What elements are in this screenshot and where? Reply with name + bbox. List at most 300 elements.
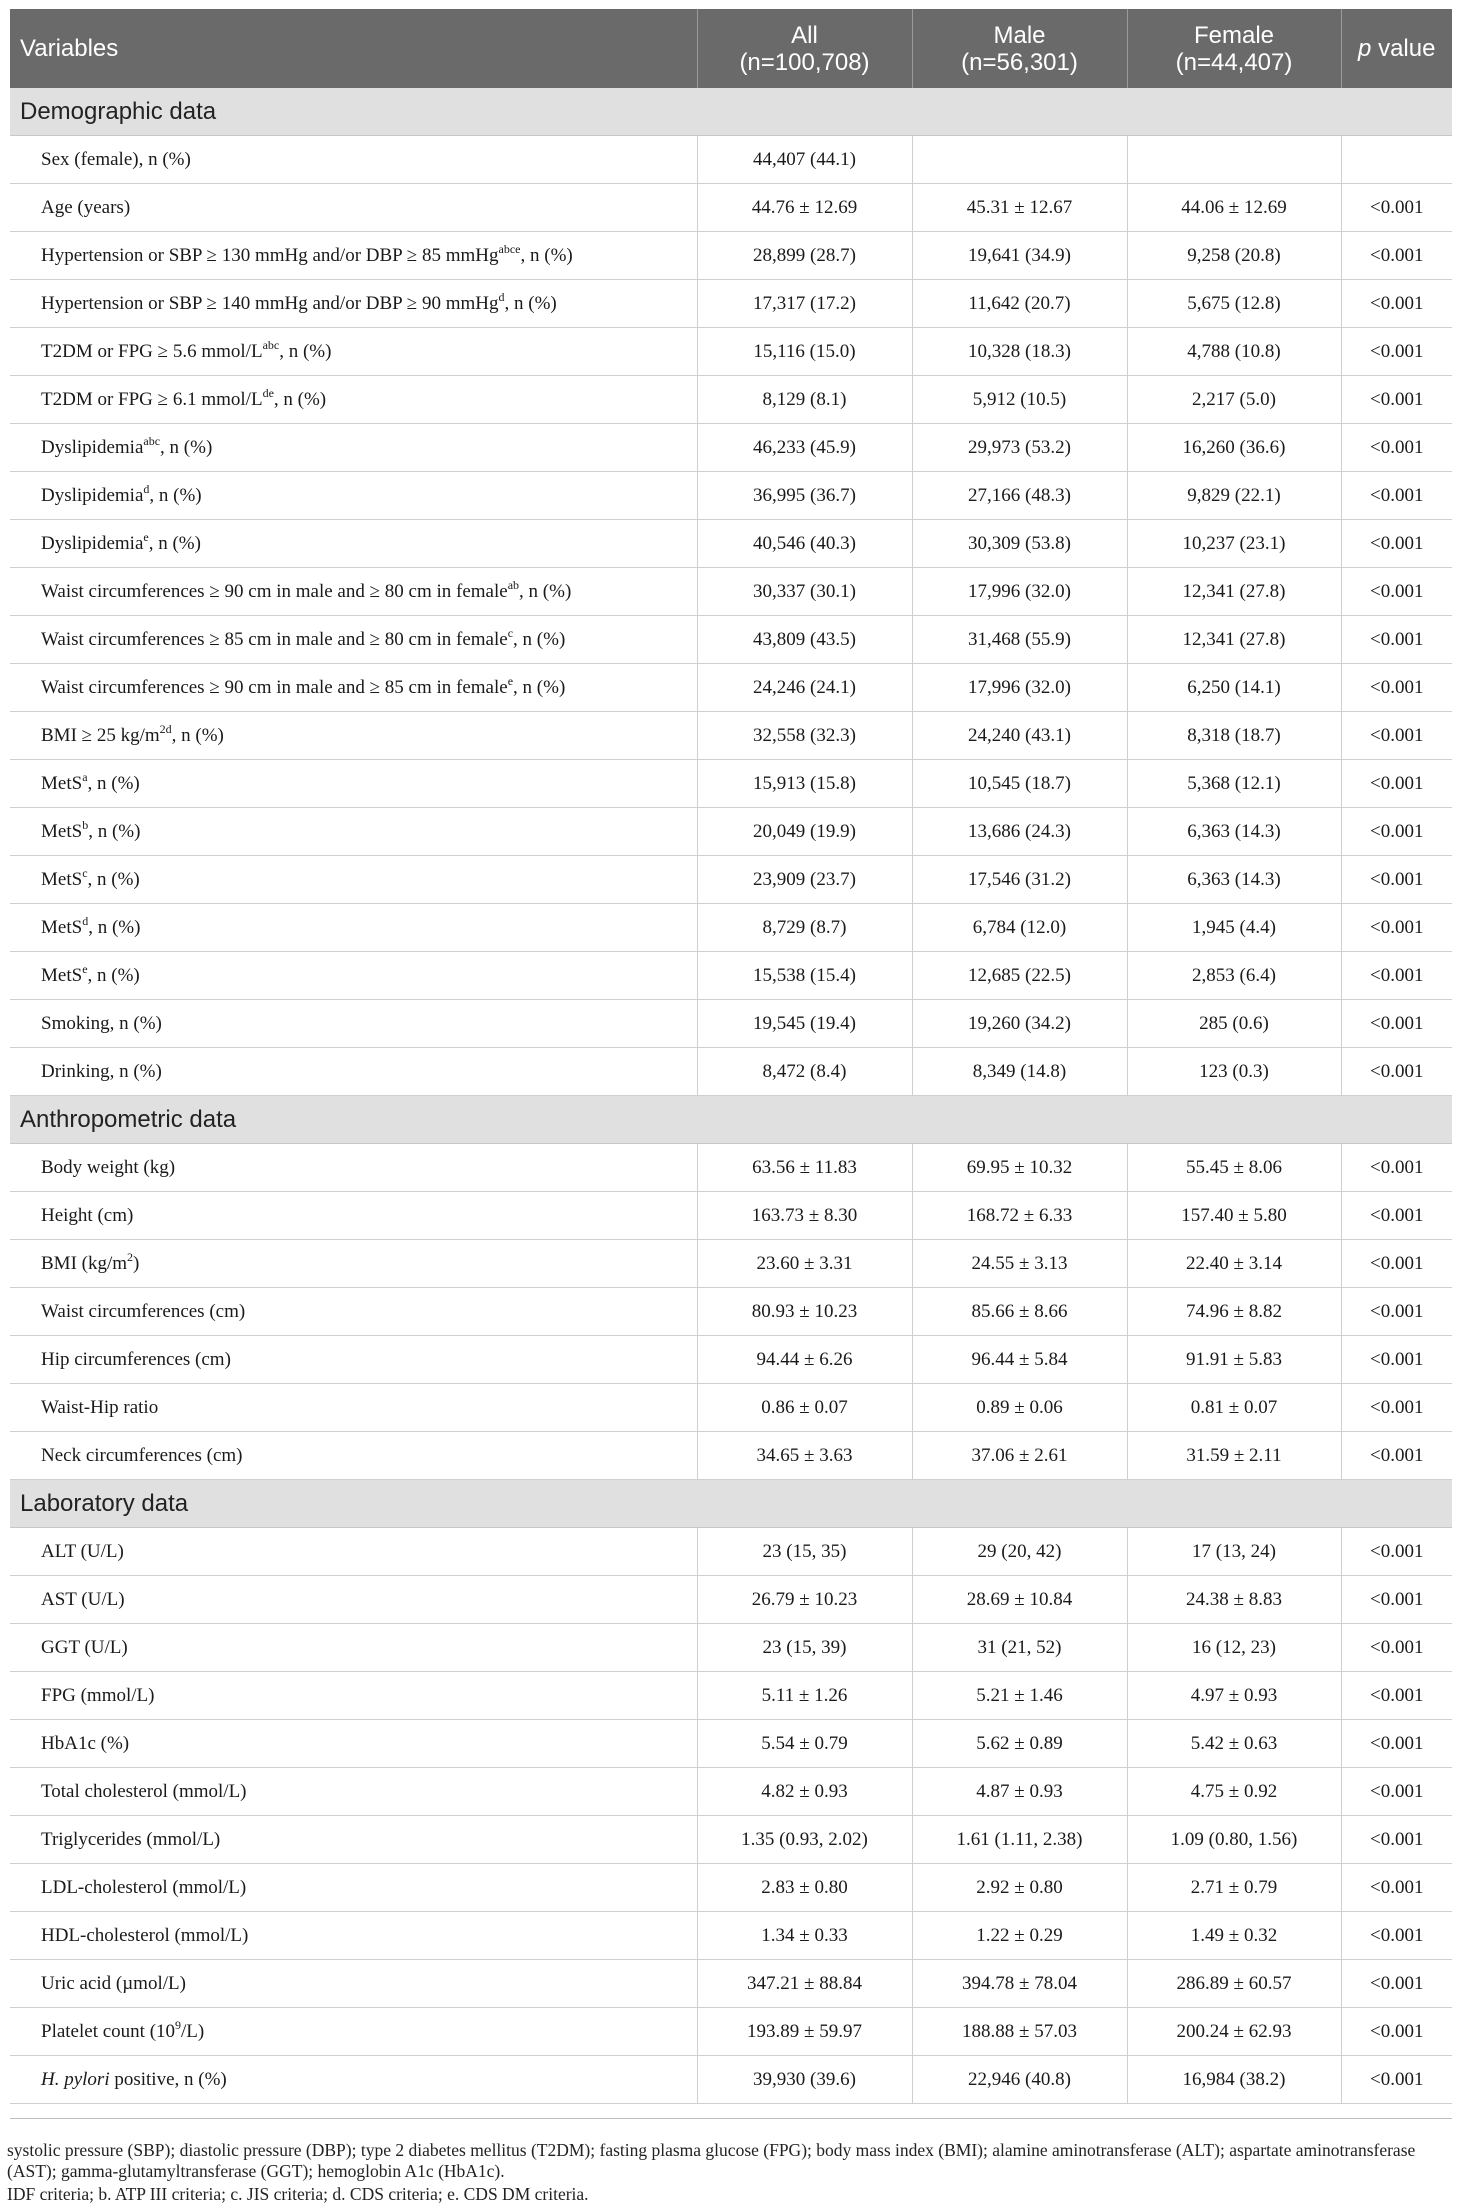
- cell-all: 19,545 (19.4): [697, 1000, 912, 1048]
- cell-all: 26.79 ± 10.23: [697, 1576, 912, 1624]
- cell-all: 23 (15, 35): [697, 1528, 912, 1576]
- cell-p: <0.001: [1341, 856, 1452, 904]
- cell-all: 193.89 ± 59.97: [697, 2008, 912, 2056]
- cell-p: <0.001: [1341, 664, 1452, 712]
- cell-female: 285 (0.6): [1127, 1000, 1341, 1048]
- characteristics-table: [10, 9, 1452, 2104]
- cell-female: 12,341 (27.8): [1127, 616, 1341, 664]
- header-female: [1127, 9, 1341, 88]
- cell-all: 34.65 ± 3.63: [697, 1432, 912, 1480]
- header-all-n: (n=100,708): [739, 48, 870, 76]
- row-label: [10, 1144, 697, 1192]
- label-text: Neck circumferences (cm): [41, 1444, 243, 1466]
- row-label: [10, 1240, 697, 1288]
- cell-male: 22,946 (40.8): [912, 2056, 1127, 2104]
- table-row: [10, 1912, 1452, 1960]
- cell-male: 10,328 (18.3): [912, 328, 1127, 376]
- cell-female: 16 (12, 23): [1127, 1624, 1341, 1672]
- label-text: Total cholesterol (mmol/L): [41, 1780, 247, 1802]
- cell-p: <0.001: [1341, 2008, 1452, 2056]
- header-female-n: (n=44,407): [1175, 48, 1293, 76]
- cell-p: <0.001: [1341, 760, 1452, 808]
- footnote-criteria: IDF criteria; b. ATP III criteria; c. JIS criteria; d. CDS criteria; e. CDS DM criteria.: [7, 2184, 589, 2204]
- label-suffix: , n (%): [160, 436, 213, 458]
- label-superscript: ab: [507, 577, 520, 592]
- row-label: [10, 712, 697, 760]
- label-superscript: c: [507, 625, 514, 640]
- table-row: [10, 664, 1452, 712]
- label-text: ALT (U/L): [41, 1540, 124, 1562]
- cell-male: 37.06 ± 2.61: [912, 1432, 1127, 1480]
- row-label: [10, 856, 697, 904]
- cell-p: <0.001: [1341, 1528, 1452, 1576]
- cell-all: 36,995 (36.7): [697, 472, 912, 520]
- row-label: [10, 1000, 697, 1048]
- label-suffix: , n (%): [519, 580, 572, 602]
- label-suffix: , n (%): [513, 676, 566, 698]
- cell-male: 24,240 (43.1): [912, 712, 1127, 760]
- table-row: [10, 328, 1452, 376]
- cell-p: <0.001: [1341, 1384, 1452, 1432]
- row-label: [10, 376, 697, 424]
- table-row: [10, 1000, 1452, 1048]
- row-label: [10, 232, 697, 280]
- cell-male: 85.66 ± 8.66: [912, 1288, 1127, 1336]
- row-label: [10, 1192, 697, 1240]
- cell-male: 30,309 (53.8): [912, 520, 1127, 568]
- header-all-label: All: [791, 21, 818, 49]
- table-row: [10, 568, 1452, 616]
- section-row: [10, 88, 1452, 136]
- section-row: [10, 1096, 1452, 1144]
- label-text: Body weight (kg): [41, 1156, 176, 1178]
- label-superscript: e: [507, 673, 514, 688]
- row-label: [10, 568, 697, 616]
- cell-male: 29,973 (53.2): [912, 424, 1127, 472]
- label-text: MetS: [41, 868, 83, 890]
- label-text: LDL-cholesterol (mmol/L): [41, 1876, 247, 1898]
- cell-p: <0.001: [1341, 1144, 1452, 1192]
- cell-p: <0.001: [1341, 1000, 1452, 1048]
- header-male: [912, 9, 1127, 88]
- row-label: [10, 136, 697, 184]
- cell-all: 94.44 ± 6.26: [697, 1336, 912, 1384]
- label-text: Dyslipidemia: [41, 484, 144, 506]
- label-italic: H. pylori: [41, 2068, 110, 2090]
- table-row: [10, 376, 1452, 424]
- cell-all: 46,233 (45.9): [697, 424, 912, 472]
- cell-male: 12,685 (22.5): [912, 952, 1127, 1000]
- cell-male: 11,642 (20.7): [912, 280, 1127, 328]
- label-suffix: , n (%): [504, 292, 557, 314]
- cell-p: <0.001: [1341, 376, 1452, 424]
- cell-all: 2.83 ± 0.80: [697, 1864, 912, 1912]
- row-label: [10, 1528, 697, 1576]
- cell-p: <0.001: [1341, 1912, 1452, 1960]
- label-text: MetS: [41, 964, 83, 986]
- table-row: [10, 1336, 1452, 1384]
- table-footnotes: [7, 2140, 1452, 2207]
- label-superscript: 2d: [159, 721, 172, 736]
- table-row: [10, 1144, 1452, 1192]
- label-text: Hypertension or SBP ≥ 130 mmHg and/or DBP ≥ 85 mmHg: [41, 244, 499, 266]
- cell-female: 5,368 (12.1): [1127, 760, 1341, 808]
- cell-p: <0.001: [1341, 1768, 1452, 1816]
- cell-male: 5.21 ± 1.46: [912, 1672, 1127, 1720]
- cell-p: <0.001: [1341, 616, 1452, 664]
- label-text: Hip circumferences (cm): [41, 1348, 231, 1370]
- table-row: [10, 2008, 1452, 2056]
- label-text: MetS: [41, 772, 83, 794]
- label-superscript: abce: [498, 241, 521, 256]
- cell-male: 17,546 (31.2): [912, 856, 1127, 904]
- cell-male: 6,784 (12.0): [912, 904, 1127, 952]
- header-p-value: [1341, 9, 1452, 88]
- footnote-abbreviations: systolic pressure (SBP); diastolic pressure (DBP); type 2 diabetes mellitus (T2DM); fasting plasma glucose (FPG); body mass index (BMI); alamine aminotransferase (ALT); aspartate aminotransferase (AST); gamma-glutamyltransferase (GGT); hemoglobin A1c (HbA1c).: [7, 2140, 1416, 2181]
- label-suffix: positive, n (%): [109, 2068, 227, 2090]
- header-male-label: Male: [993, 21, 1046, 49]
- cell-p: <0.001: [1341, 184, 1452, 232]
- row-label: [10, 1576, 697, 1624]
- label-suffix: , n (%): [513, 628, 566, 650]
- label-superscript: d: [498, 289, 505, 304]
- label-superscript: 9: [175, 2017, 182, 2032]
- cell-p: <0.001: [1341, 1336, 1452, 1384]
- label-text: T2DM or FPG ≥ 5.6 mmol/L: [41, 340, 263, 362]
- label-suffix: , n (%): [520, 244, 573, 266]
- cell-female: 74.96 ± 8.82: [1127, 1288, 1341, 1336]
- cell-all: 23,909 (23.7): [697, 856, 912, 904]
- row-label: [10, 1768, 697, 1816]
- cell-male: 27,166 (48.3): [912, 472, 1127, 520]
- label-suffix: , n (%): [171, 724, 224, 746]
- table-body: [10, 88, 1452, 2104]
- cell-all: 24,246 (24.1): [697, 664, 912, 712]
- cell-female: 91.91 ± 5.83: [1127, 1336, 1341, 1384]
- cell-all: 63.56 ± 11.83: [697, 1144, 912, 1192]
- cell-all: 163.73 ± 8.30: [697, 1192, 912, 1240]
- cell-p: <0.001: [1341, 1672, 1452, 1720]
- label-text: HbA1c (%): [41, 1732, 130, 1754]
- label-superscript: e: [143, 529, 149, 544]
- cell-all: 32,558 (32.3): [697, 712, 912, 760]
- label-suffix: , n (%): [148, 532, 201, 554]
- cell-female: 0.81 ± 0.07: [1127, 1384, 1341, 1432]
- cell-female: 2.71 ± 0.79: [1127, 1864, 1341, 1912]
- cell-p: [1341, 136, 1452, 184]
- header-all: [697, 9, 912, 88]
- label-text: Drinking, n (%): [41, 1060, 162, 1082]
- label-text: FPG (mmol/L): [41, 1684, 155, 1706]
- cell-female: 6,363 (14.3): [1127, 856, 1341, 904]
- label-text: BMI ≥ 25 kg/m: [41, 724, 160, 746]
- cell-all: 15,538 (15.4): [697, 952, 912, 1000]
- table-row: [10, 760, 1452, 808]
- cell-male: 24.55 ± 3.13: [912, 1240, 1127, 1288]
- label-text: Waist circumferences (cm): [41, 1300, 246, 1322]
- row-label: [10, 1048, 697, 1096]
- cell-female: 9,258 (20.8): [1127, 232, 1341, 280]
- row-label: [10, 280, 697, 328]
- cell-p: <0.001: [1341, 1048, 1452, 1096]
- cell-female: 55.45 ± 8.06: [1127, 1144, 1341, 1192]
- cell-female: 24.38 ± 8.83: [1127, 1576, 1341, 1624]
- label-text: MetS: [41, 916, 83, 938]
- cell-p: <0.001: [1341, 1576, 1452, 1624]
- cell-female: 17 (13, 24): [1127, 1528, 1341, 1576]
- table-row: [10, 2056, 1452, 2104]
- table-row: [10, 1528, 1452, 1576]
- label-superscript: de: [262, 385, 274, 400]
- cell-female: 286.89 ± 60.57: [1127, 1960, 1341, 2008]
- cell-p: <0.001: [1341, 1192, 1452, 1240]
- cell-female: 5,675 (12.8): [1127, 280, 1341, 328]
- cell-female: 4.75 ± 0.92: [1127, 1768, 1341, 1816]
- table-row: [10, 424, 1452, 472]
- cell-male: 1.61 (1.11, 2.38): [912, 1816, 1127, 1864]
- cell-all: 5.54 ± 0.79: [697, 1720, 912, 1768]
- table-row: [10, 1576, 1452, 1624]
- cell-male: 69.95 ± 10.32: [912, 1144, 1127, 1192]
- table-row: [10, 904, 1452, 952]
- cell-p: <0.001: [1341, 1432, 1452, 1480]
- section-title: Laboratory data: [10, 1480, 1452, 1528]
- cell-all: 15,913 (15.8): [697, 760, 912, 808]
- cell-all: 8,729 (8.7): [697, 904, 912, 952]
- label-superscript: a: [82, 769, 88, 784]
- cell-p: <0.001: [1341, 328, 1452, 376]
- row-label: [10, 904, 697, 952]
- cell-all: 44.76 ± 12.69: [697, 184, 912, 232]
- cell-all: 80.93 ± 10.23: [697, 1288, 912, 1336]
- label-text: GGT (U/L): [41, 1636, 128, 1658]
- label-text: Hypertension or SBP ≥ 140 mmHg and/or DBP ≥ 90 mmHg: [41, 292, 499, 314]
- cell-male: 31 (21, 52): [912, 1624, 1127, 1672]
- label-text: Uric acid (µmol/L): [41, 1972, 186, 1994]
- cell-p: <0.001: [1341, 232, 1452, 280]
- label-text: Dyslipidemia: [41, 436, 144, 458]
- table-row: [10, 1672, 1452, 1720]
- cell-male: 45.31 ± 12.67: [912, 184, 1127, 232]
- cell-female: [1127, 136, 1341, 184]
- cell-all: 1.34 ± 0.33: [697, 1912, 912, 1960]
- label-text: Waist circumferences ≥ 85 cm in male and ≥ 80 cm in female: [41, 628, 508, 650]
- cell-female: 5.42 ± 0.63: [1127, 1720, 1341, 1768]
- label-superscript: c: [82, 865, 88, 880]
- table-row: [10, 520, 1452, 568]
- label-suffix: , n (%): [273, 388, 327, 410]
- label-text: Triglycerides (mmol/L): [41, 1828, 221, 1850]
- cell-male: 1.22 ± 0.29: [912, 1912, 1127, 1960]
- label-suffix: , n (%): [87, 772, 140, 794]
- row-label: [10, 1288, 697, 1336]
- table-row: [10, 1816, 1452, 1864]
- table-header: [10, 9, 1452, 88]
- cell-p: <0.001: [1341, 1720, 1452, 1768]
- cell-female: 2,853 (6.4): [1127, 952, 1341, 1000]
- cell-all: 39,930 (39.6): [697, 2056, 912, 2104]
- cell-female: 4,788 (10.8): [1127, 328, 1341, 376]
- cell-male: 5.62 ± 0.89: [912, 1720, 1127, 1768]
- cell-male: 10,545 (18.7): [912, 760, 1127, 808]
- cell-male: 4.87 ± 0.93: [912, 1768, 1127, 1816]
- cell-all: 4.82 ± 0.93: [697, 1768, 912, 1816]
- table-row: [10, 1192, 1452, 1240]
- row-label: [10, 616, 697, 664]
- table-row: [10, 616, 1452, 664]
- cell-p: <0.001: [1341, 1960, 1452, 2008]
- row-label: [10, 184, 697, 232]
- cell-female: 200.24 ± 62.93: [1127, 2008, 1341, 2056]
- table-row: [10, 1432, 1452, 1480]
- label-suffix: , n (%): [88, 916, 141, 938]
- cell-p: <0.001: [1341, 520, 1452, 568]
- label-suffix: /L): [181, 2020, 205, 2042]
- table-row: [10, 472, 1452, 520]
- label-text: Platelet count (10: [41, 2020, 176, 2042]
- cell-male: 96.44 ± 5.84: [912, 1336, 1127, 1384]
- cell-female: 123 (0.3): [1127, 1048, 1341, 1096]
- cell-p: <0.001: [1341, 952, 1452, 1000]
- table-row: [10, 1240, 1452, 1288]
- cell-male: 394.78 ± 78.04: [912, 1960, 1127, 2008]
- table-row: [10, 1048, 1452, 1096]
- cell-p: <0.001: [1341, 1816, 1452, 1864]
- label-text: Waist-Hip ratio: [41, 1396, 159, 1418]
- table-row: [10, 1864, 1452, 1912]
- cell-female: 16,260 (36.6): [1127, 424, 1341, 472]
- table-row: [10, 1288, 1452, 1336]
- cell-p: <0.001: [1341, 280, 1452, 328]
- cell-all: 5.11 ± 1.26: [697, 1672, 912, 1720]
- label-suffix: ): [133, 1252, 140, 1274]
- label-superscript: 2: [127, 1249, 134, 1264]
- cell-female: 4.97 ± 0.93: [1127, 1672, 1341, 1720]
- header-male-n: (n=56,301): [961, 48, 1078, 76]
- cell-male: 31,468 (55.9): [912, 616, 1127, 664]
- row-label: [10, 1720, 697, 1768]
- cell-female: 10,237 (23.1): [1127, 520, 1341, 568]
- cell-female: 9,829 (22.1): [1127, 472, 1341, 520]
- cell-female: 6,250 (14.1): [1127, 664, 1341, 712]
- table-row: [10, 1384, 1452, 1432]
- header-p-italic: p: [1358, 35, 1372, 62]
- label-text: HDL-cholesterol (mmol/L): [41, 1924, 249, 1946]
- label-text: Sex (female), n (%): [41, 148, 191, 170]
- table-row: [10, 952, 1452, 1000]
- section-row: [10, 1480, 1452, 1528]
- row-label: [10, 952, 697, 1000]
- cell-p: <0.001: [1341, 2056, 1452, 2104]
- label-suffix: , n (%): [87, 964, 140, 986]
- cell-male: 28.69 ± 10.84: [912, 1576, 1127, 1624]
- row-label: [10, 2008, 697, 2056]
- row-label: [10, 1912, 697, 1960]
- header-p-rest: value: [1371, 35, 1436, 62]
- row-label: [10, 1816, 697, 1864]
- cell-p: <0.001: [1341, 424, 1452, 472]
- cell-all: 40,546 (40.3): [697, 520, 912, 568]
- cell-p: <0.001: [1341, 808, 1452, 856]
- cell-male: 17,996 (32.0): [912, 568, 1127, 616]
- cell-all: 17,317 (17.2): [697, 280, 912, 328]
- cell-male: 29 (20, 42): [912, 1528, 1127, 1576]
- table-bottom-rule: [10, 2118, 1452, 2119]
- label-suffix: , n (%): [279, 340, 332, 362]
- table-row: [10, 1960, 1452, 2008]
- section-title: Anthropometric data: [10, 1096, 1452, 1144]
- table-row: [10, 712, 1452, 760]
- label-suffix: , n (%): [87, 868, 140, 890]
- table-row: [10, 232, 1452, 280]
- cell-all: 0.86 ± 0.07: [697, 1384, 912, 1432]
- table-row: [10, 136, 1452, 184]
- label-text: T2DM or FPG ≥ 6.1 mmol/L: [41, 388, 263, 410]
- cell-all: 347.21 ± 88.84: [697, 1960, 912, 2008]
- cell-male: 13,686 (24.3): [912, 808, 1127, 856]
- cell-p: <0.001: [1341, 1624, 1452, 1672]
- cell-p: <0.001: [1341, 1288, 1452, 1336]
- cell-female: 16,984 (38.2): [1127, 2056, 1341, 2104]
- cell-male: 2.92 ± 0.80: [912, 1864, 1127, 1912]
- cell-male: 168.72 ± 6.33: [912, 1192, 1127, 1240]
- label-superscript: b: [82, 817, 89, 832]
- cell-p: <0.001: [1341, 712, 1452, 760]
- cell-female: 8,318 (18.7): [1127, 712, 1341, 760]
- cell-all: 15,116 (15.0): [697, 328, 912, 376]
- cell-female: 6,363 (14.3): [1127, 808, 1341, 856]
- table-row: [10, 1768, 1452, 1816]
- row-label: [10, 1432, 697, 1480]
- cell-female: 2,217 (5.0): [1127, 376, 1341, 424]
- label-superscript: d: [143, 481, 150, 496]
- cell-all: 23 (15, 39): [697, 1624, 912, 1672]
- cell-all: 20,049 (19.9): [697, 808, 912, 856]
- cell-male: 8,349 (14.8): [912, 1048, 1127, 1096]
- table-row: [10, 808, 1452, 856]
- cell-all: 1.35 (0.93, 2.02): [697, 1816, 912, 1864]
- label-superscript: abc: [262, 337, 280, 352]
- cell-male: 0.89 ± 0.06: [912, 1384, 1127, 1432]
- label-text: Dyslipidemia: [41, 532, 144, 554]
- cell-male: 19,641 (34.9): [912, 232, 1127, 280]
- cell-female: 31.59 ± 2.11: [1127, 1432, 1341, 1480]
- label-text: MetS: [41, 820, 83, 842]
- header-variables: Variables: [10, 9, 697, 88]
- cell-all: 43,809 (43.5): [697, 616, 912, 664]
- row-label: [10, 520, 697, 568]
- cell-all: 30,337 (30.1): [697, 568, 912, 616]
- label-text: Age (years): [41, 196, 131, 218]
- cell-male: 5,912 (10.5): [912, 376, 1127, 424]
- label-text: Waist circumferences ≥ 90 cm in male and ≥ 80 cm in female: [41, 580, 508, 602]
- row-label: [10, 424, 697, 472]
- cell-all: 8,472 (8.4): [697, 1048, 912, 1096]
- cell-female: 1,945 (4.4): [1127, 904, 1341, 952]
- row-label: [10, 328, 697, 376]
- table-row: [10, 280, 1452, 328]
- row-label: [10, 1624, 697, 1672]
- label-superscript: abc: [143, 433, 161, 448]
- cell-male: 17,996 (32.0): [912, 664, 1127, 712]
- header-female-label: Female: [1193, 21, 1275, 49]
- cell-male: 188.88 ± 57.03: [912, 2008, 1127, 2056]
- row-label: [10, 1336, 697, 1384]
- cell-p: <0.001: [1341, 1240, 1452, 1288]
- table-row: [10, 1624, 1452, 1672]
- cell-female: 22.40 ± 3.14: [1127, 1240, 1341, 1288]
- row-label: [10, 1960, 697, 2008]
